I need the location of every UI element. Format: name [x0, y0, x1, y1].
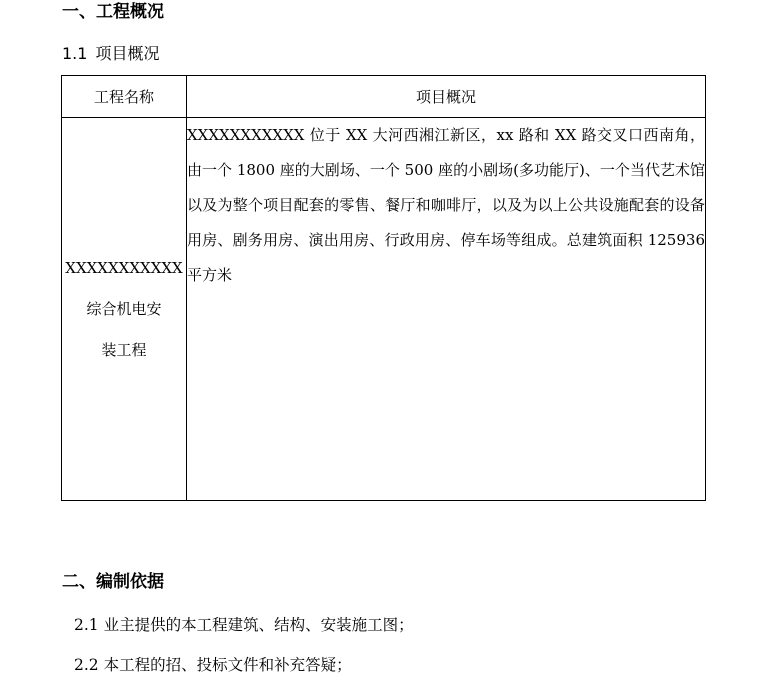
section-heading-overview: 一、工程概况 — [62, 2, 164, 22]
subsection-heading-project-overview — [62, 44, 159, 64]
project-name-line: 综合机电安 — [86, 299, 162, 318]
project-name-line: XXXXXXXXXXX — [65, 258, 183, 277]
header-project-name: 工程名称 — [62, 76, 187, 118]
project-overview-table — [61, 75, 706, 501]
subsection-number: 1.1 — [62, 44, 88, 63]
basis-item: 2.1 业主提供的本工程建筑、结构、安装施工图； — [74, 616, 414, 634]
table-header-row — [62, 76, 706, 118]
section-heading-basis: 二、编制依据 — [62, 572, 164, 592]
project-name-line: 装工程 — [101, 340, 147, 359]
project-description-cell: XXXXXXXXXXX 位于 XX 大河西湘江新区，xx 路和 XX 路交叉口西南角，由一个 1800 座的大剧场、一个 500 座的小剧场(多功能厅)、一个当代艺术馆以及为整个项目配套的零售、餐厅和咖啡厅，以及为以上公共设施配套的设备用房、剧务用房、演出用房、行政用房、停车场等组成。总建筑面积 125936 平方米 — [187, 118, 706, 501]
project-name-cell — [62, 118, 187, 501]
subsection-title: 项目概况 — [95, 44, 160, 63]
header-project-overview: 项目概况 — [187, 76, 706, 118]
basis-item: 2.2 本工程的招、投标文件和补充答疑； — [74, 656, 352, 674]
table-row — [62, 118, 706, 501]
